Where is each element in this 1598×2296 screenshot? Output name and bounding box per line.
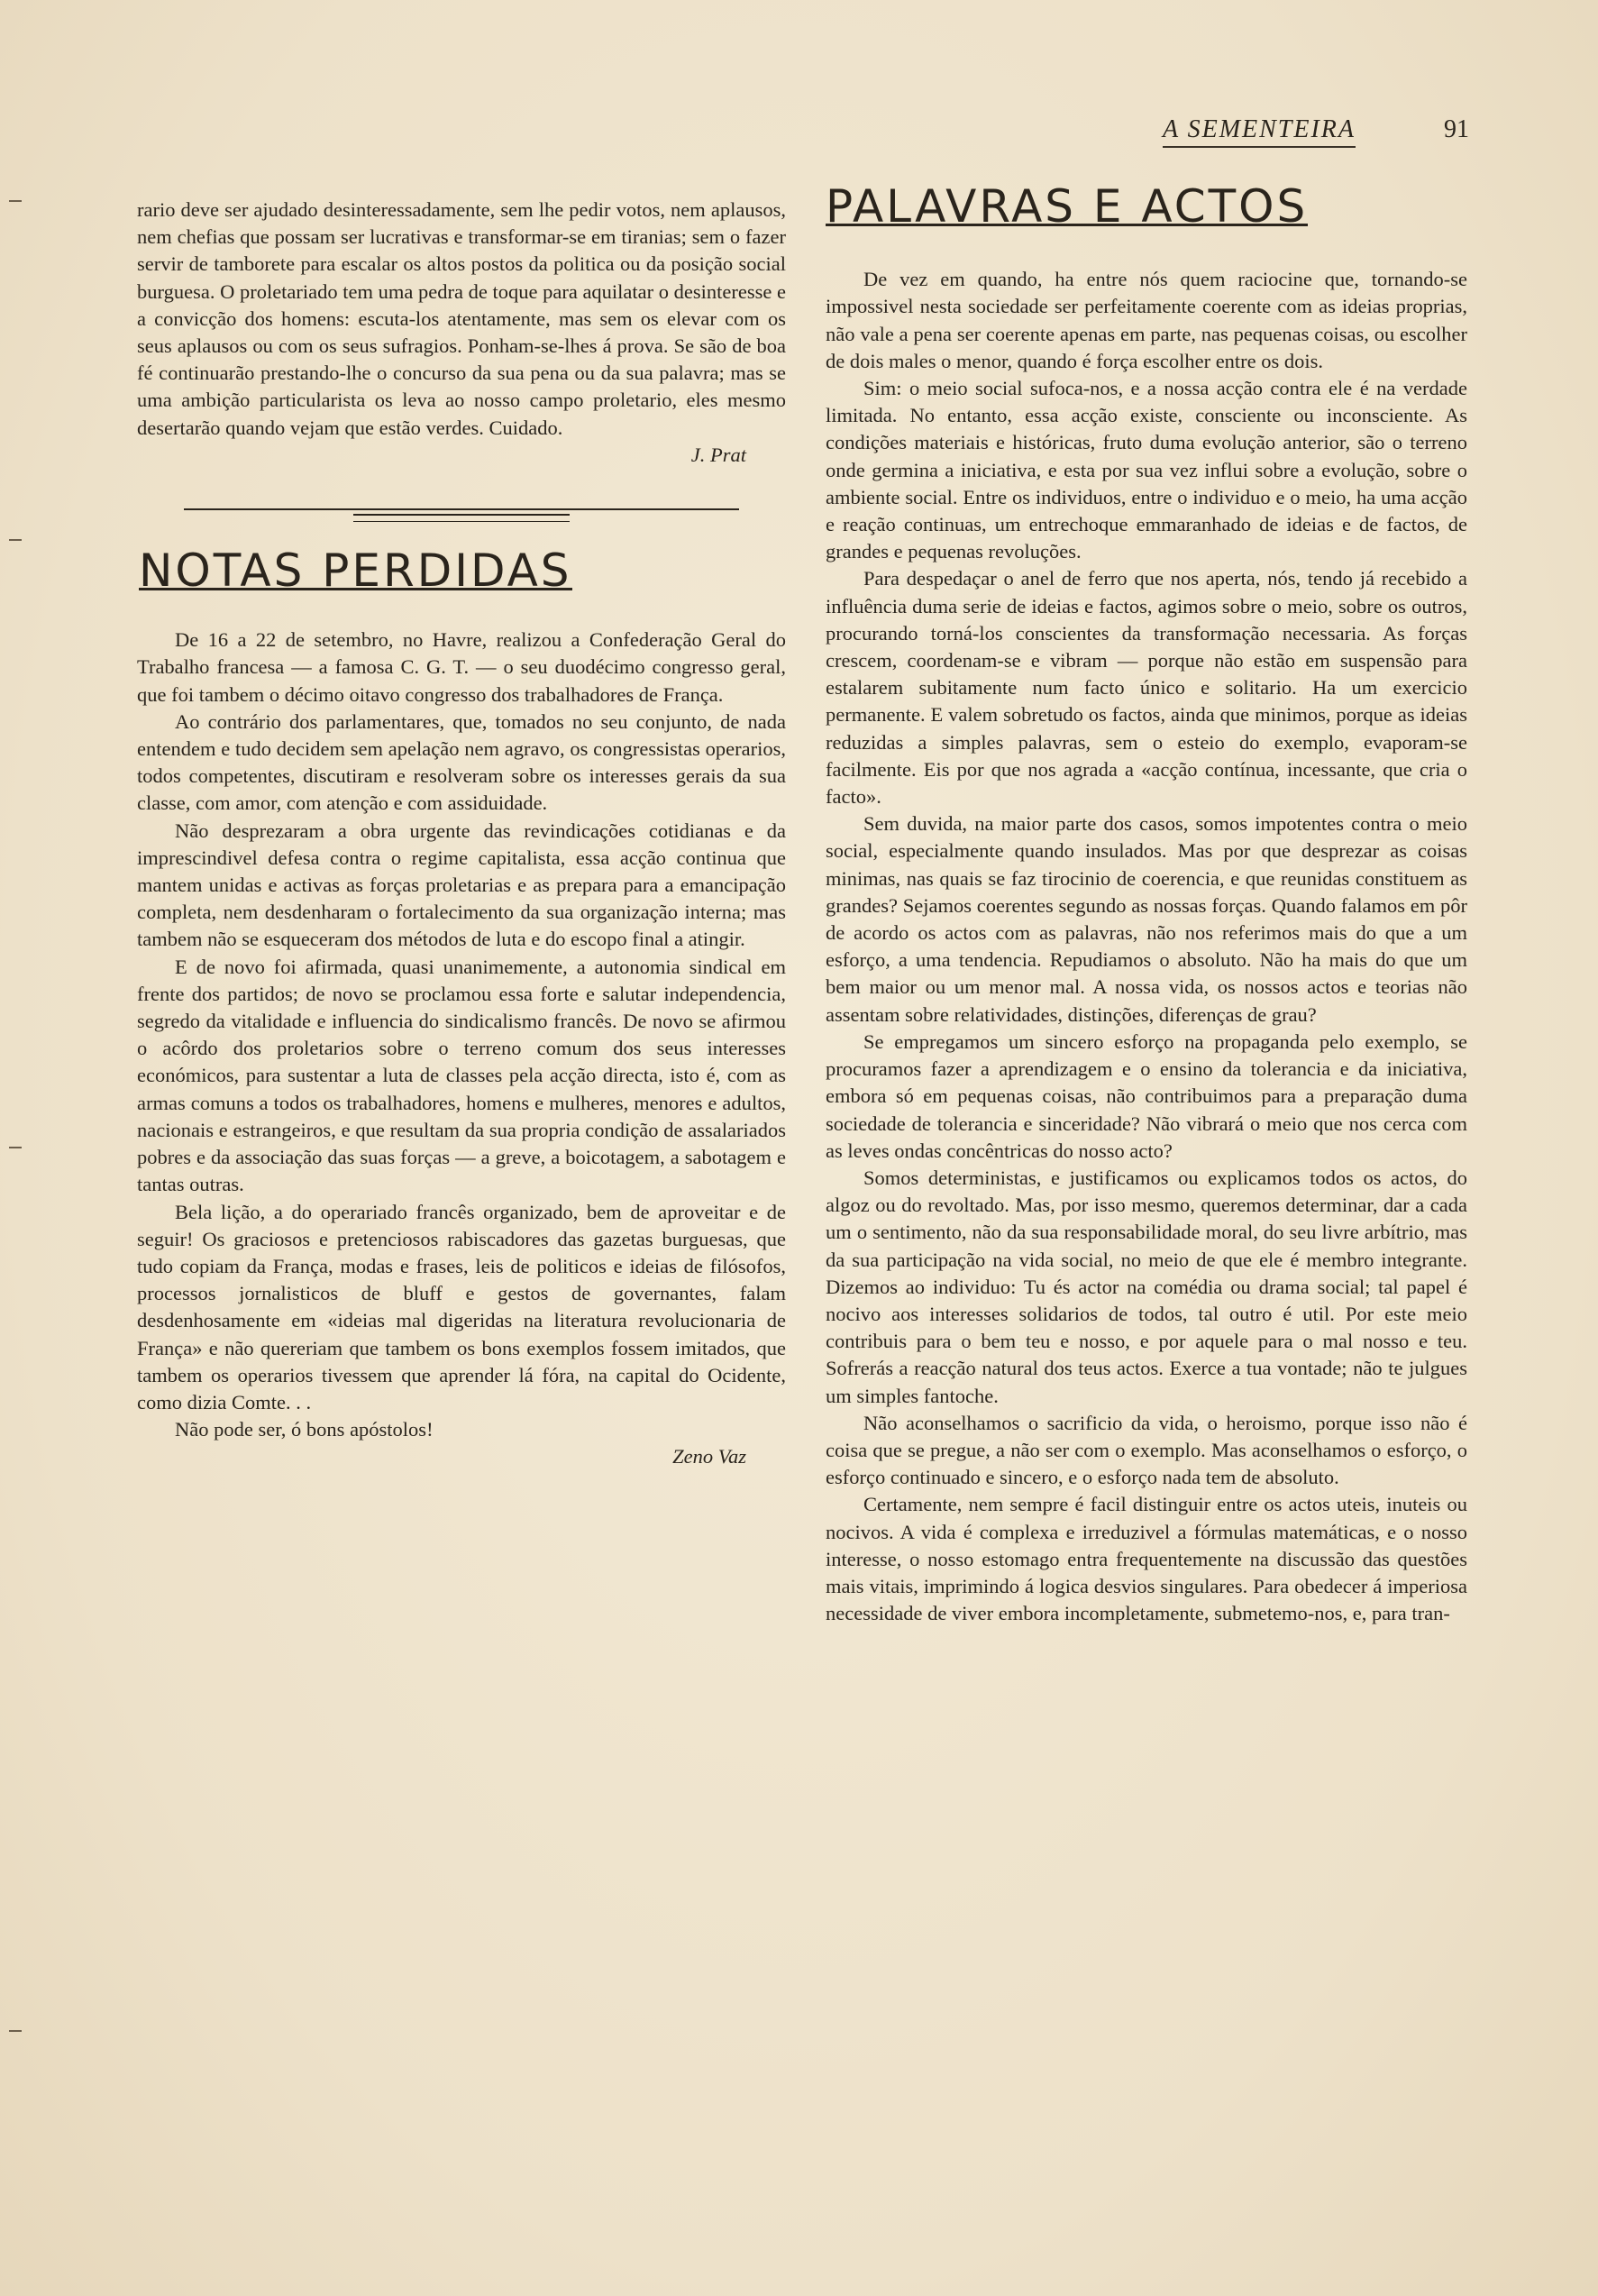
article-paragraph: Se empregamos um sincero esforço na propaganda pelo exemplo, se procuramos fazer a aprendizagem e o ensino da tolerancia e da iniciativa, embora só em pequenas coisas, não contribuimos para a preparação duma sociedade de tolerancia e sinceridade? Não vibrará o meio que nos cerca com as leves ondas concêntricas do nosso acto?	[826, 1029, 1467, 1162]
continued-paragraph: rario deve ser ajudado desinteressadamente, sem lhe pedir votos, nem aplausos, nem chefias que possam ser lucrativas e transformar-se em tiranias; sem o fazer servir de tamborete para escalar os altos postos da politica ou da posição social burguesa. O proletariado tem uma pedra de toque para aquilatar o desinteresse e a convicção dos homens: escuta-los atentamente, mas sem os elevar com os seus aplausos ou com os seus sufragios. Ponham-se-lhes á prova. Se são de boa fé continuarão prestando-lhe o concurso da sua pena ou da sua palavra; mas se uma ambição particularista os leva ao nosso campo proletario, eles mesmo desertarão quando vejam que estão verdes. Cuidado.	[137, 198, 786, 439]
article-signature: Zeno Vaz	[672, 1445, 746, 1468]
edge-mark	[9, 539, 22, 541]
section-divider	[137, 501, 786, 526]
publication-title: A SEMENTEIRA	[1163, 115, 1356, 148]
article-paragraph: Bela lição, a do operariado francês organizado, bem de aproveitar e de seguir! Os graciosos e pretenciosos rabiscadores das gazetas burguesas, que tudo copiam da França, modas e frases, leis de politicos e ideias de filósofos, processos jornalisticos de bluff e gestos de governantes, falam desdenhosamente em «ideias mal digeridas na literatura revolucionaria de França» e não quereriam que tambem os bons exemplos fossem imitados, que tambem os operarios tivessem que aprender lá fóra, na capital do Ocidente, como dizia Comte. . .	[137, 1200, 786, 1413]
article-paragraph: Não pode ser, ó bons apóstolos!	[175, 1418, 434, 1441]
article-signature: J. Prat	[690, 443, 746, 466]
edge-mark	[9, 2030, 22, 2032]
left-column	[137, 197, 786, 1471]
article-paragraph: Certamente, nem sempre é facil distinguir entre os actos uteis, inuteis ou nocivos. A vida é complexa e irreduzivel a fórmulas matemáticas, e o nosso interesse, o nosso estomago entra frequentemente na discussão das questões mais vitais, imprimindo á logica desvios singulares. Para obedecer á imperiosa necessidade de viver embora incompletamente, submetemo-nos, e, para tran-	[826, 1493, 1467, 1625]
article-paragraph: E de novo foi afirmada, quasi unanimemente, a autonomia sindical em frente dos partidos; de novo se proclamou essa forte e salutar independencia, segredo da vitalidade e influencia do sindicalismo francês. De novo se afirmou o acôrdo dos proletarios sobre o terreno comum dos seus interesses económicos, para sustentar a luta de classes pela acção directa, isto é, com as armas comuns a todos os trabalhadores, homens e mulheres, menores e adultos, nacionais e estrangeiros, e que resultam da sua propria condição de assalariados pobres e da associação das suas forças — a greve, a boicotagem, a sabotagem e tantas outras.	[137, 955, 786, 1196]
edge-mark	[9, 200, 22, 202]
article-paragraph: Ao contrário dos parlamentares, que, tomados no seu conjunto, de nada entendem e tudo decidem sem apelação nem agravo, os congressistas operarios, todos competentes, discutiram e resolveram sobre os interesses gerais da sua classe, com amor, com atenção e com assiduidade.	[137, 709, 786, 815]
article-paragraph: Não aconselhamos o sacrificio da vida, o heroismo, porque isso não é coisa que se pregue, a não ser com o exemplo. Mas aconselhamos o esforço, o esforço continuado e sincero, e o esforço nada tem de absoluto.	[826, 1411, 1467, 1489]
right-column	[826, 180, 1467, 1627]
article-paragraph: De vez em quando, ha entre nós quem raciocine que, tornando-se impossivel nesta sociedade ser perfeitamente coerente com as ideias proprias, não vale a pena ser coerente apenas em parte, nas pequenas coisas, ou escolher de dois males o menor, quando é força escolher entre os dois.	[826, 268, 1467, 372]
article-paragraph: Sim: o meio social sufoca-nos, e a nossa acção contra ele é na verdade limitada. No entanto, essa acção existe, consciente ou inconsciente. As condições materiais e históricas, fruto duma evolução anterior, são o terreno onde germina a iniciativa, e esta por sua vez influi sobre a evolução, sobre o ambiente social. Entre os individuos, entre o individuo e o meio, ha uma acção e reação continuas, um entrechoque emmaranhado de ideias e de factos, de grandes e pequenas revoluções.	[826, 377, 1467, 563]
article-paragraph: Para despedaçar o anel de ferro que nos aperta, nós, tendo já recebido a influência duma serie de ideias e factos, agimos sobre o meio, sobre os outros, procurando torná-los conscientes da transformação necessaria. As forças crescem, coordenam-se e vibram — porque não estão em suspensão para estalarem subitamente num facto único e solitario. Ha um exercicio permanente. E valem sobretudo os factos, ainda que minimos, porque as ideias reduzidas a simples palavras, sem o esteio do exemplo, evaporam-se facilmente. Eis por que nos agrada a «acção contínua, incessante, que cria o facto».	[826, 567, 1467, 809]
page-header	[1163, 115, 1469, 155]
edge-mark	[9, 1147, 22, 1148]
article-paragraph: Não desprezaram a obra urgente das revindicações cotidianas e da imprescindivel defesa contra o regime capitalista, essa acção continua que mantem unidas e activas as forças proletarias e as prepara para a emancipação completa, nem desdenharam o fortalecimento da sua organização interna; mas tambem não se esqueceram dos métodos de luta e do escopo final a atingir.	[137, 819, 786, 951]
article-paragraph: Somos deterministas, e justificamos ou explicamos todos os actos, do algoz ou do revoltado. Mas, por isso mesmo, queremos determinar, dar a cada um o sentimento, não da sua responsabilidade moral, do seu livre arbítrio, mas da sua participação na vida social, no meio de que ele é membro integrante. Dizemos ao individuo: Tu és actor na comédia ou drama social; tal papel é nocivo aos interesses solidarios de todos, tal outro é util. Por este meio contribuis para o bem teu e nosso, e por aquele para o mal nosso e teu. Sofrerás a reacção natural dos teus actos. Exerce a tua vontade; não te julgues um simples fantoche.	[826, 1166, 1467, 1407]
page-number: 91	[1444, 115, 1469, 143]
section-title: NOTAS PERDIDAS	[139, 544, 572, 598]
article-paragraph: De 16 a 22 de setembro, no Havre, realizou a Confederação Geral do Trabalho francesa — a famosa C. G. T. — o seu duodécimo congresso geral, que foi tambem o décimo oitavo congresso dos trabalhadores de França.	[137, 628, 786, 706]
article-paragraph: Sem duvida, na maior parte dos casos, somos impotentes contra o meio social, especialmente quando insulados. Mas por que desprezar as coisas minimas, nas quais se faz tirocinio de coerencia, e que reunidas constituem as grandes? Sejamos coerentes segundo as nossas forças. Quando falamos em pôr de acordo os actos com as palavras, não nos referimos mais do que a um esforço, a uma tendencia. Repudiamos o absoluto. Não ha mais do que um bem maior ou um menor mal. A nossa vida, os nossos actos e teorias não assentam sobre relatividades, distinções, diferenças de grau?	[826, 812, 1467, 1026]
section-title: PALAVRAS E ACTOS	[826, 180, 1309, 233]
